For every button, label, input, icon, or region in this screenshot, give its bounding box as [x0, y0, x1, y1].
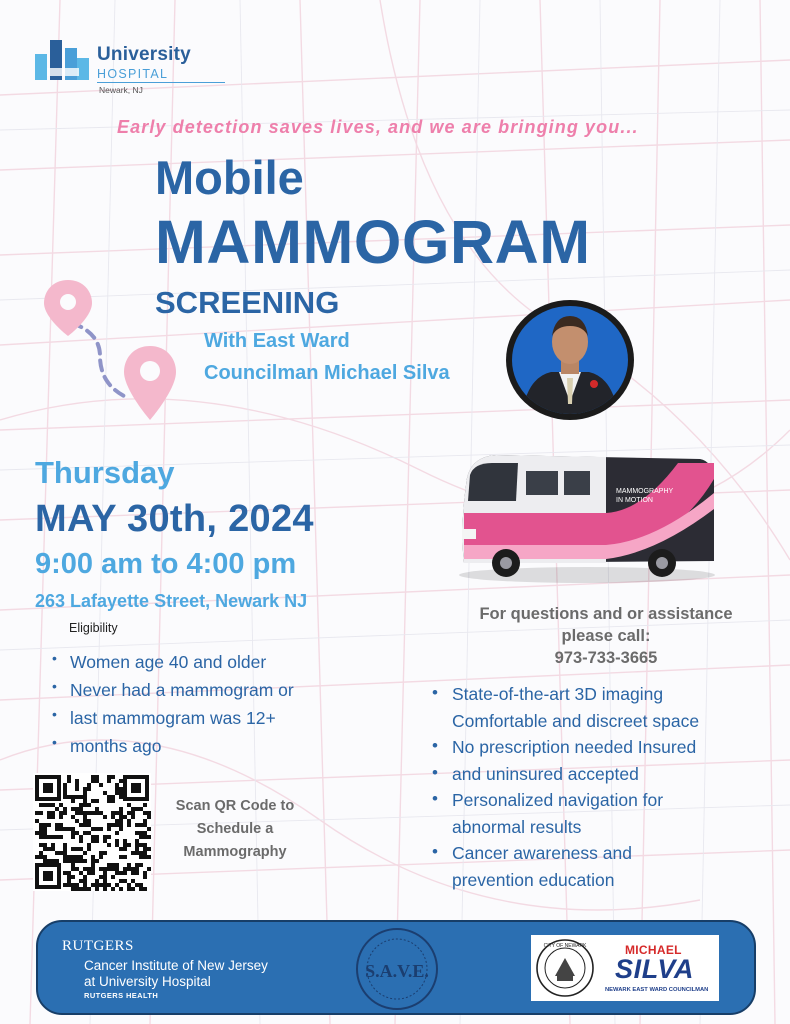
features-list	[432, 682, 772, 894]
bus-label-line-1: MAMMOGRAPHY	[616, 488, 674, 495]
title-screening: SCREENING	[155, 285, 340, 320]
eligibility-label: Eligibility	[69, 621, 118, 635]
event-address: 263 Lafayette Street, Newark NJ	[35, 591, 308, 611]
title-mobile: Mobile	[155, 151, 304, 204]
host-line-1: With East Ward	[204, 330, 350, 352]
contact-info	[452, 603, 760, 669]
host-line-2: Councilman Michael Silva	[204, 362, 450, 384]
list-item: • Never had a mammogram or	[52, 678, 382, 706]
partner-logos	[531, 935, 719, 1001]
qr-line-2: Schedule a	[196, 821, 274, 837]
logo-subname: HOSPITAL	[97, 67, 169, 81]
bus-label-line-2: IN MOTION	[616, 497, 653, 504]
city-seal-icon	[535, 938, 595, 998]
contact-line-1: For questions and or assistance	[479, 605, 733, 623]
logo-name: University	[97, 44, 191, 65]
save-logo-icon	[354, 926, 440, 1012]
save-text: S.A.V.E.	[365, 961, 429, 981]
seal-text: CITY OF NEWARK	[543, 943, 587, 949]
location-pins-icon	[42, 278, 182, 428]
event-time: 9:00 am to 4:00 pm	[35, 548, 297, 580]
silva-title: NEWARK EAST WARD COUNCILMAN	[605, 987, 709, 993]
institute-line-1: Cancer Institute of New Jersey	[84, 958, 268, 973]
title-mammogram: MAMMOGRAM	[155, 208, 591, 276]
list-item: Comfortable and discreet space	[452, 710, 700, 731]
list-item: • last mammogram was 12+	[52, 706, 382, 734]
logo-location: Newark, NJ	[99, 85, 143, 95]
event-day: Thursday	[35, 455, 175, 490]
list-item: • Women age 40 and older	[52, 650, 382, 678]
list-item: • Personalized navigation for	[432, 788, 772, 815]
rutgers-name: RUTGERS	[62, 938, 134, 954]
list-item: • months ago	[52, 734, 382, 762]
list-item: • State-of-the-art 3D imaging	[432, 682, 772, 709]
eligibility-list	[52, 650, 382, 762]
event-date: MAY 30th, 2024	[35, 498, 314, 540]
list-item: prevention education	[452, 869, 615, 890]
tagline: Early detection saves lives, and we are bringing you...	[117, 117, 639, 137]
list-item: abnormal results	[452, 816, 582, 837]
sponsor-footer	[36, 920, 756, 1015]
rutgers-health: RUTGERS HEALTH	[84, 991, 159, 1000]
list-item: • Cancer awareness and	[432, 841, 772, 868]
silva-last-name: SILVA	[615, 954, 695, 984]
qr-line-3: Mammography	[183, 844, 287, 860]
silva-first-name: MICHAEL	[625, 943, 682, 957]
qr-line-1: Scan QR Code to	[175, 798, 295, 814]
institute-line-2: at University Hospital	[84, 974, 211, 989]
mammography-bus-image	[456, 449, 718, 587]
contact-line-2: please call:	[561, 627, 651, 645]
qr-instructions	[160, 795, 310, 864]
university-hospital-logo	[33, 34, 203, 96]
qr-code-icon[interactable]	[33, 773, 151, 891]
list-item: • and uninsured accepted	[432, 762, 772, 789]
logo-divider	[97, 82, 225, 83]
councilman-portrait	[503, 298, 637, 422]
list-item: • No prescription needed Insured	[432, 735, 772, 762]
hospital-logo-mark-icon	[33, 34, 91, 82]
contact-phone[interactable]: 973-733-3665	[554, 649, 658, 667]
